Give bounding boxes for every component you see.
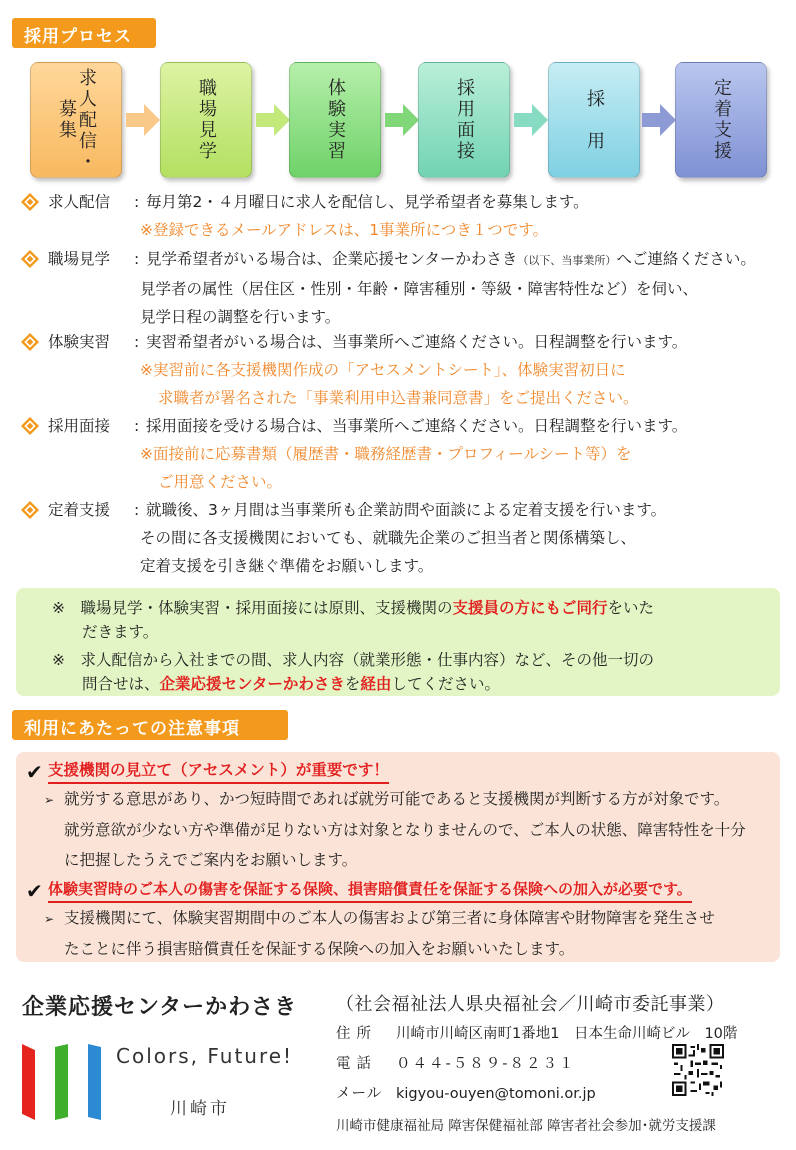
caution-text: ➢ 就労する意思があり、かつ短時間であれば就労可能であると支援機関が判断する方が対象です。 [26,784,766,815]
flow-step-text: 体験実習 [325,78,346,162]
section-title-notes: 利用にあたっての注意事項 [12,710,288,740]
checkmark-icon: ✔ [26,760,43,784]
address-line: 住所 川崎市川崎区南町1番地1 日本生命川崎ビル 10階 [336,1026,738,1042]
arrow-right-icon [385,104,419,136]
arrow-right-icon [256,104,290,136]
process-interview: 採用面接 : 採用面接を受ける場合は、当事業所へご連絡ください。日程調整を行います。 ※面接前に応募書類（履歴書・職務経歴書・プロフィールシート等）を ご用意ください。 [20,412,790,496]
flow-step-visit [160,62,252,178]
diamond-bullet-icon [21,417,39,435]
process-text: 採用面接を受ける場合は、当事業所へご連絡ください。日程調整を行います。 [146,417,688,435]
process-note: ※面接前に応募書類（履歴書・職務経歴書・プロフィールシート等）を [140,445,632,463]
caution-heading: ✔ 体験実習時のご本人の傷害を保証する保険、損害賠償責任を保証する保険への加入が必要です。 [26,879,692,903]
arrow-right-icon [514,104,548,136]
process-note: ご用意ください。 [158,473,283,491]
flow-step-text: 求人配信・ [76,67,97,173]
caution-text: ➢ 支援機関にて、体験実習期間中のご本人の傷害および第三者に身体障害や財物障害を発生させ [26,903,766,934]
organization: （社会福祉法人県央福祉会／川崎市委託事業） [336,994,725,1015]
process-note: 求職者が署名された「事業利用申込書兼同意書」をご提出ください。 [158,389,639,407]
process-note: ※登録できるメールアドレスは、1事業所につき１つです。 [140,221,549,239]
slogan: Colors, Future! [116,1044,294,1068]
process-text: 見学日程の調整を行います。 [140,308,341,326]
phone-line: 電話 ０４４-５８９-８２３１ [336,1056,576,1072]
diamond-bullet-icon [21,250,39,268]
process-label: 採用面接 [48,417,111,435]
process-label: 求人配信 [48,193,111,211]
flow-step-text: 募集 [56,99,77,141]
process-note: ※実習前に各支援機関作成の「アセスメントシート」、体験実習初日に [140,361,626,379]
caution-text: たことに伴う損害賠償責任を保証する保険への加入をお願いいたします。 [64,940,575,958]
process-text: 就職後、3ヶ月間は当事業所も企業訪問や面談による定着支援を行います。 [146,501,667,519]
process-recruit: 求人配信 : 毎月第2・４月曜日に求人を配信し、見学希望者を募集します。 ※登録できるメールアドレスは、1事業所につき１つです。 [20,188,790,244]
flow-step-training [289,62,381,178]
process-text: 実習希望者がいる場合は、当事業所へご連絡ください。日程調整を行います。 [146,333,688,351]
diamond-bullet-icon [21,333,39,351]
flow-step-text: 採 用 [584,88,605,152]
flow-step-retention [675,62,767,178]
arrow-bullet-icon: ➢ [44,912,55,926]
process-visit: 職場見学 : 見学希望者がいる場合は、企業応援センターかわさき（以下、当事業所）へご連絡ください。 見学者の属性（居住区・性別・年齢・障害種別・等級・障害特性など）を伺い、 見学日程の調整を行います。 [20,245,790,331]
notice-item: ※ 求人配信から入社までの間、求人内容（就業形態・仕事内容）など、その他一切の 問合せは、企業応援センターかわさきを経由してください。 [52,651,654,693]
center-name: 企業応援センターかわさき [22,995,298,1020]
department-line: 川崎市健康福祉局 障害保健福祉部 障害者社会参加･就労支援課 [336,1118,716,1134]
process-text: 定着支援を引き継ぐ準備をお願いします。 [140,557,434,575]
city-name: 川崎市 [170,1099,230,1119]
notice-item: ※ 職場見学・体験実習・採用面接には原則、支援機関の支援員の方にもご同行をいた だきます。 [52,599,655,641]
arrow-right-icon [642,104,676,136]
caution-text: 就労意欲が少ない方や準備が足りない方は対象となりませんので、ご本人の状態、障害特性を十分 [64,821,746,839]
process-text: その間に各支援機関においても、就職先企業のご担当者と関係構築し、 [140,529,637,547]
process-label: 定着支援 [48,501,111,519]
process-text: 見学者の属性（居住区・性別・年齢・障害種別・等級・障害特性など）を伺い、 [140,280,699,298]
caution-text: に把握したうえでご案内をお願いします。 [64,851,358,869]
email-line: メール kigyou-ouyen@tomoni.or.jp [336,1086,596,1102]
colors-future-logo [22,1044,106,1120]
process-label: 体験実習 [48,333,111,351]
process-label: 職場見学 [48,250,111,268]
flow-step-hire [548,62,640,178]
qr-code-icon[interactable] [672,1044,724,1096]
process-training: 体験実習 : 実習希望者がいる場合は、当事業所へご連絡ください。日程調整を行います。 ※実習前に各支援機関作成の「アセスメントシート」、体験実習初日に 求職者が署名された「事業利用申込書兼同意書」をご提出ください。 [20,328,790,412]
flow-step-text: 職場見学 [196,78,217,162]
caution-box [16,752,780,962]
diamond-bullet-icon [21,193,39,211]
flow-step-text: 採用面接 [454,78,475,162]
arrow-right-icon [126,104,160,136]
process-flow [30,62,770,180]
checkmark-icon: ✔ [26,879,43,903]
arrow-bullet-icon: ➢ [44,793,55,807]
flow-step-interview [418,62,510,178]
section-title-process: 採用プロセス [12,18,156,48]
notice-box [16,588,780,696]
process-text: 見学希望者がいる場合は、企業応援センターかわさき（以下、当事業所）へご連絡ください。 [146,250,756,268]
flow-step-recruit [30,62,122,178]
diamond-bullet-icon [21,501,39,519]
process-support: 定着支援 : 就職後、3ヶ月間は当事業所も企業訪問や面談による定着支援を行います。 その間に各支援機関においても、就職先企業のご担当者と関係構築し、 定着支援を引き継ぐ準備をお願いします。 [20,496,790,580]
caution-heading: ✔ 支援機関の見立て（アセスメント）が重要です！ [26,760,389,784]
process-text: 毎月第2・４月曜日に求人を配信し、見学希望者を募集します。 [146,193,589,211]
flow-step-text: 定着支援 [711,78,732,162]
